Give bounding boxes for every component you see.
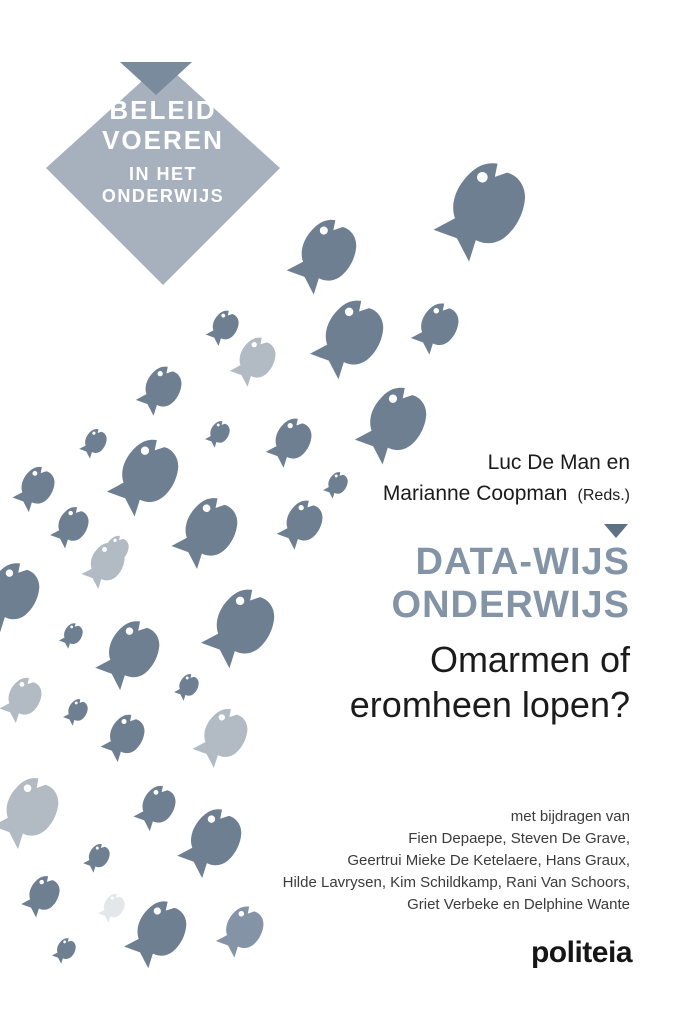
fish-icon (125, 775, 188, 839)
fish-icon (42, 498, 99, 556)
fish-icon (0, 548, 58, 645)
authors-block (383, 447, 630, 511)
contributors-intro: met bijdragen van (510, 808, 630, 825)
fish-icon (13, 867, 70, 925)
fish-icon (54, 617, 90, 653)
book-title (392, 541, 630, 627)
fish-icon (401, 292, 472, 364)
contributors-block (283, 806, 630, 916)
series-title-line1: BELEID (109, 95, 217, 125)
book-subtitle (350, 637, 630, 727)
contributors-line: Hilde Lavrysen, Kim Schildkamp, Rani Van Schoors, (282, 874, 630, 891)
fish-icon (0, 667, 53, 731)
fish-icon (170, 668, 207, 705)
subtitle-line2: eromheen lopen? (349, 684, 630, 725)
publisher-logo: politeia (530, 936, 632, 969)
series-title-line4: ONDERWIJS (101, 185, 225, 206)
editors-suffix: (Reds.) (577, 487, 630, 504)
fish-icon (82, 606, 178, 703)
contributors-line: Geertrui Mieke De Ketelaere, Hans Graux, (347, 852, 630, 869)
pointer-triangle-icon (604, 524, 628, 538)
fish-icon (186, 572, 295, 683)
fish-icon (319, 466, 356, 503)
fish-icon (268, 489, 336, 558)
series-title-line3: IN HET (128, 164, 197, 185)
series-title-line2: VOEREN (102, 124, 224, 155)
fish-icon (92, 704, 158, 770)
fish-icon (201, 415, 238, 452)
series-badge-text (56, 96, 270, 207)
fish-icon (257, 407, 325, 476)
fish-icon (78, 838, 118, 878)
fish-icon (0, 762, 77, 862)
contributors-line: Griet Verbeke en Delphine Wante (407, 896, 630, 913)
author-line1: Luc De Man en (487, 451, 630, 474)
fish-icon (4, 456, 67, 520)
contributors-line: Fien Depaepe, Steven De Grave, (408, 830, 630, 847)
fish-icon (206, 895, 277, 967)
fish-icon (181, 695, 263, 778)
fish-icon (74, 422, 115, 464)
title-line1: DATA-WIJS (415, 541, 630, 583)
author-line2: Marianne Coopman (Reds.) (382, 482, 630, 505)
fish-icon (59, 693, 96, 730)
fish-icon (93, 888, 133, 928)
title-line2: ONDERWIJS (391, 584, 630, 626)
subtitle-line1: Omarmen of (429, 639, 630, 680)
fish-icon (47, 932, 83, 968)
fish-icon (158, 482, 256, 582)
fish-icon (127, 355, 195, 424)
fish-icon (415, 141, 552, 279)
